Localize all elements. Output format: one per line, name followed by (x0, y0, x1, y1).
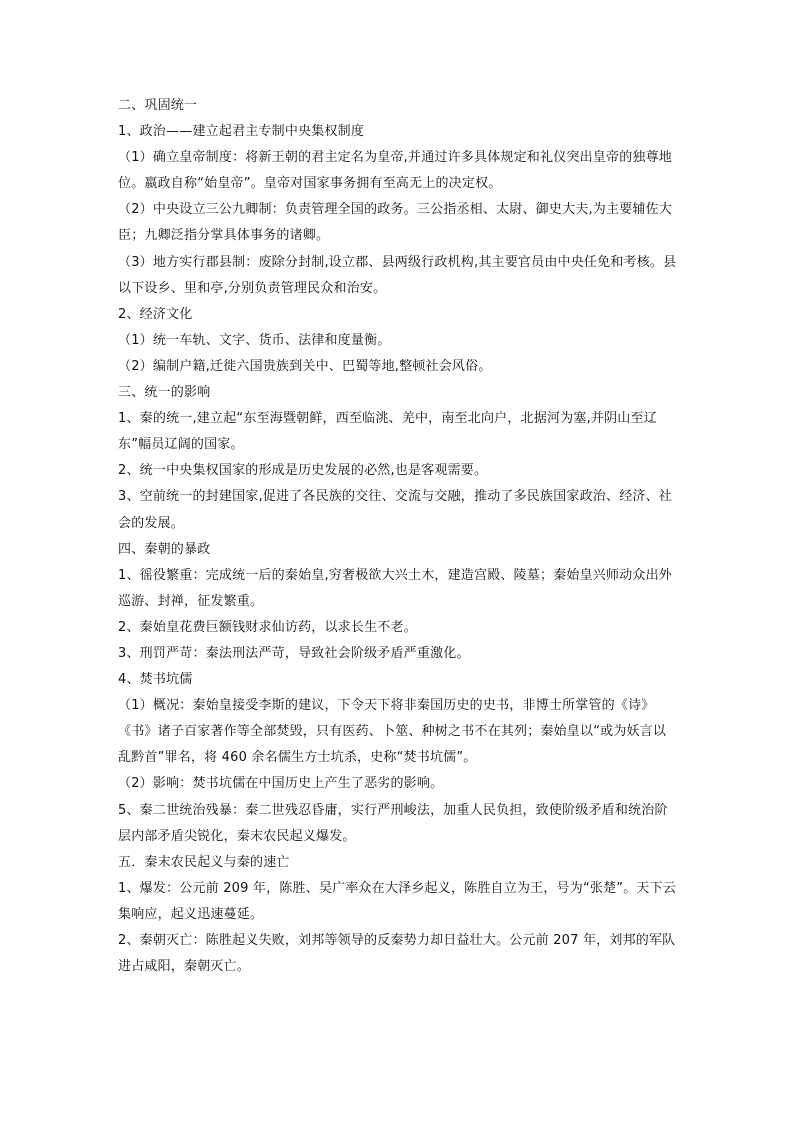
section-heading-tyranny: 四、秦朝的暴政 (118, 541, 211, 557)
document-page (118, 93, 678, 980)
paragraph-harsh-laws: 3、刑罚严苛：秦法刑法严苛，导致社会阶级矛盾严重激化。 (118, 645, 470, 661)
paragraph-politics: 1、政治——建立起君主专制中央集权制度 (118, 124, 365, 140)
paragraph-ethnic-integration: 3、空前统一的封建国家,促进了各民族的交往、交流与交融，推动了多民族国家政治、经济、社会的发展。 (118, 489, 673, 531)
paragraph-book-burning-title: 4、焚书坑儒 (118, 672, 193, 688)
paragraph-territory: 1、秦的统一,建立起“东至海暨朝鲜，西至临洮、羌中，南至北向户，北据河为塞,并阴山至辽东”幅员辽阔的国家。 (118, 411, 657, 453)
section-heading-consolidation: 二、巩固统一 (118, 98, 198, 113)
paragraph-three-ministers: （2）中央设立三公九卿制：负责管理全国的政务。三公指丞相、太尉、御史大夫,为主要辅佐大臣；九卿泛指分掌具体事务的诸卿。 (118, 202, 673, 244)
paragraph-unify-standards: （1）统一车轨、文字、货币、法律和度量衡。 (118, 332, 391, 348)
paragraph-qin-fall: 2、秦朝灭亡：陈胜起义失败，刘邦等领导的反秦势力却日益壮大。公元前 207 年，刘邦的军队进占咸阳，秦朝灭亡。 (118, 933, 676, 975)
paragraph-outbreak: 1、爆发：公元前 209 年，陈胜、吴广率众在大泽乡起义，陈胜自立为王，号为“张楚”。天下云集响应，起义迅速蔓延。 (118, 880, 677, 922)
paragraph-household-registration: （2）编制户籍,迁徙六国贵族到关中、巴蜀等地,整顿社会风俗。 (118, 358, 492, 374)
paragraph-book-burning-impact: （2）影响：焚书坑儒在中国历史上产生了恶劣的影响。 (118, 776, 444, 792)
paragraph-historical-necessity: 2、统一中央集权国家的形成是历史发展的必然,也是客观需要。 (118, 463, 488, 479)
section-heading-impact: 三、统一的影响 (118, 385, 211, 401)
paragraph-commandery-system: （3）地方实行郡县制：废除分封制,设立郡、县两级行政机构,其主要官员由中央任免和考核。县以下设乡、里和亭,分别负责管理民众和治安。 (118, 254, 677, 296)
paragraph-economy-culture: 2、经济文化 (118, 306, 193, 322)
paragraph-immortality: 2、秦始皇花费巨额钱财求仙访药，以求长生不老。 (118, 619, 417, 635)
paragraph-corvee: 1、徭役繁重：完成统一后的秦始皇,穷奢极欲大兴土木，建造宫殿、陵墓；秦始皇兴师动众出外巡游、封禅，征发繁重。 (118, 567, 673, 609)
section-heading-uprising: 五．秦末农民起义与秦的速亡 (118, 854, 290, 870)
paragraph-book-burning-overview: （1）概况：秦始皇接受李斯的建议，下令天下将非秦国历史的史书，非博士所掌管的《诗》《书》诸子百家著作等全部焚毁，只有医药、卜筮、种树之书不在其列；秦始皇以“或为妖言以乱黔首”罪名，将 460 余名儒生方士坑杀，史称“焚书坑儒”。 (118, 698, 667, 766)
paragraph-second-emperor: 5、秦二世统治残暴：秦二世残忍昏庸，实行严刑峻法，加重人民负担，致使阶级矛盾和统治阶层内部矛盾尖锐化，秦末农民起义爆发。 (118, 802, 668, 844)
paragraph-emperor-system: （1）确立皇帝制度：将新王朝的君主定名为皇帝,并通过许多具体规定和礼仪突出皇帝的独尊地位。嬴政自称“始皇帝”。皇帝对国家事务拥有至高无上的决定权。 (118, 150, 673, 192)
